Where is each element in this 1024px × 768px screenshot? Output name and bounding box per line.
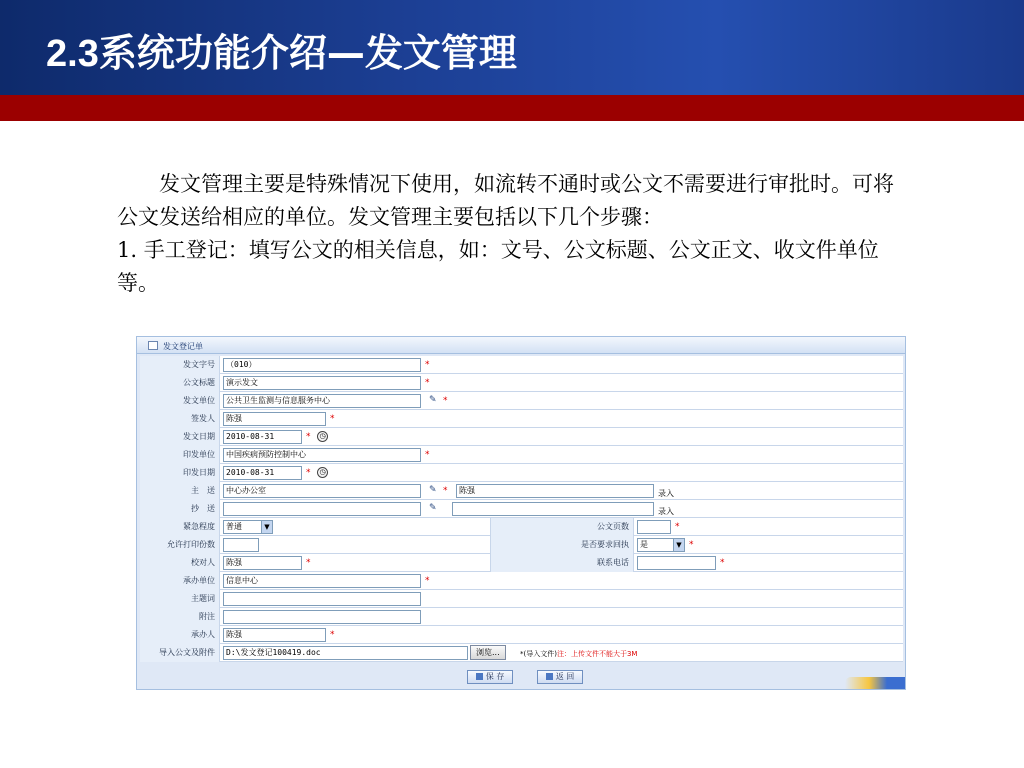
page-count-input[interactable] <box>637 520 671 534</box>
proofreader-input[interactable]: 陈强 <box>223 556 302 570</box>
required-mark: * <box>675 522 680 532</box>
label: 附注 <box>140 608 220 626</box>
file-path-input[interactable]: D:\发文登记100419.doc <box>223 646 468 660</box>
save-label: 保 存 <box>485 672 505 681</box>
phone-input[interactable] <box>637 556 716 570</box>
required-mark: * <box>720 558 725 568</box>
handler-input[interactable]: 陈强 <box>223 628 326 642</box>
print-date-input[interactable]: 2010-08-31 <box>223 466 302 480</box>
required-mark: * <box>443 396 448 406</box>
label: 校对人 <box>140 554 220 572</box>
print-unit-input[interactable]: 中国疾病预防控制中心 <box>223 448 421 462</box>
label: 抄 送 <box>140 500 220 518</box>
row-danwei <box>140 392 903 410</box>
main-recipient-input[interactable]: 中心办公室 <box>223 484 421 498</box>
browse-button[interactable]: 浏览... <box>470 645 506 660</box>
required-mark: * <box>330 414 335 424</box>
row-chaosong <box>140 500 903 518</box>
row-zhusong <box>140 482 903 500</box>
upload-limit-note: 注：上传文件不能大于3M <box>556 650 638 658</box>
required-mark: * <box>689 540 694 550</box>
required-mark: * <box>425 576 430 586</box>
receipt-select[interactable] <box>637 538 685 552</box>
row-yinfa-riqi <box>140 464 903 482</box>
signer-input[interactable]: 陈强 <box>223 412 326 426</box>
label: 主题词 <box>140 590 220 608</box>
edit-icon[interactable]: ✎ <box>429 485 437 495</box>
row-chengban-danwei <box>140 572 903 590</box>
slide-body <box>117 168 907 300</box>
row-yinfa-danwei <box>140 446 903 464</box>
required-mark: * <box>306 432 311 442</box>
row-chengban-ren <box>140 626 903 644</box>
handling-unit-input[interactable]: 信息中心 <box>223 574 421 588</box>
label: 签发人 <box>140 410 220 428</box>
required-mark: * <box>330 630 335 640</box>
enter-link[interactable]: 录入 <box>658 507 674 516</box>
cc-person-input[interactable] <box>452 502 654 516</box>
import-file-label: (导入文件) <box>523 650 557 658</box>
edit-icon[interactable]: ✎ <box>429 395 437 405</box>
date-input[interactable]: 2010-08-31 <box>223 430 302 444</box>
label: 导入公文及附件 <box>140 644 220 662</box>
required-mark: * <box>306 558 311 568</box>
row-riqi <box>140 428 903 446</box>
save-icon <box>476 673 483 680</box>
chevron-down-icon[interactable]: ▼ <box>673 539 684 551</box>
wenhao-input[interactable]: （010） <box>223 358 421 372</box>
print-copies-input[interactable] <box>223 538 259 552</box>
label: 发文单位 <box>140 392 220 410</box>
unit-input[interactable]: 公共卫生监测与信息服务中心 <box>223 394 421 408</box>
registration-form <box>140 356 903 662</box>
title-number: 2.3 <box>46 33 99 75</box>
tray-badge-icon <box>845 677 905 689</box>
label: 公文标题 <box>140 374 220 392</box>
title-input[interactable]: 演示发文 <box>223 376 421 390</box>
label: 联系电话 <box>490 554 634 572</box>
label: 印发单位 <box>140 446 220 464</box>
form-header <box>137 337 905 354</box>
paragraph-intro: 发文管理主要是特殊情况下使用，如流转不通时或公文不需要进行审批时。可将公文发送给相应的单位。发文管理主要包括以下几个步骤： <box>117 172 894 229</box>
label: 允许打印份数 <box>140 536 220 554</box>
main-recipient-person-input[interactable]: 陈强 <box>456 484 654 498</box>
paragraph-step1: 1. 手工登记：填写公文的相关信息，如：文号、公文标题、公文正文、收文件单位等。 <box>117 238 879 295</box>
label: 主 送 <box>140 482 220 500</box>
back-button[interactable] <box>537 670 583 684</box>
label: 承办单位 <box>140 572 220 590</box>
row-daoru <box>140 644 903 662</box>
label: 紧急程度 <box>140 518 220 536</box>
row-jiaodui <box>140 554 903 572</box>
edit-icon[interactable]: ✎ <box>429 503 437 513</box>
label: 印发日期 <box>140 464 220 482</box>
row-zhutici <box>140 590 903 608</box>
form-title: 发文登记单 <box>163 342 203 351</box>
title-text: 系统功能介绍—发文管理 <box>98 31 517 75</box>
required-mark: * <box>520 650 524 658</box>
keywords-input[interactable] <box>223 592 421 606</box>
row-fuzhu <box>140 608 903 626</box>
row-dayin <box>140 536 903 554</box>
row-biaoti <box>140 374 903 392</box>
form-icon <box>148 341 158 350</box>
required-mark: * <box>425 378 430 388</box>
title-bar <box>0 0 1024 95</box>
required-mark: * <box>425 360 430 370</box>
save-button[interactable] <box>467 670 513 684</box>
slide-title <box>46 22 517 77</box>
receipt-value: 是 <box>640 540 648 549</box>
row-wenhao <box>140 356 903 374</box>
clock-icon[interactable]: ◷ <box>317 467 328 478</box>
back-icon <box>546 673 553 680</box>
remarks-input[interactable] <box>223 610 421 624</box>
required-mark: * <box>425 450 430 460</box>
label: 公文页数 <box>490 518 634 536</box>
row-jinji <box>140 518 903 536</box>
label: 承办人 <box>140 626 220 644</box>
label: 发文日期 <box>140 428 220 446</box>
cc-input[interactable] <box>223 502 421 516</box>
row-qianfa <box>140 410 903 428</box>
urgency-select[interactable] <box>223 520 273 534</box>
upload-note <box>520 649 637 659</box>
chevron-down-icon[interactable]: ▼ <box>261 521 272 533</box>
label: 是否要求回执 <box>490 536 634 554</box>
enter-link[interactable]: 录入 <box>658 489 674 498</box>
label: 发文字号 <box>140 356 220 374</box>
clock-icon[interactable]: ◷ <box>317 431 328 442</box>
form-screenshot <box>136 336 906 690</box>
required-mark: * <box>306 468 311 478</box>
required-mark: * <box>443 486 448 496</box>
urgency-value: 普通 <box>226 522 242 531</box>
red-band <box>0 95 1024 121</box>
back-label: 返 回 <box>555 672 575 681</box>
